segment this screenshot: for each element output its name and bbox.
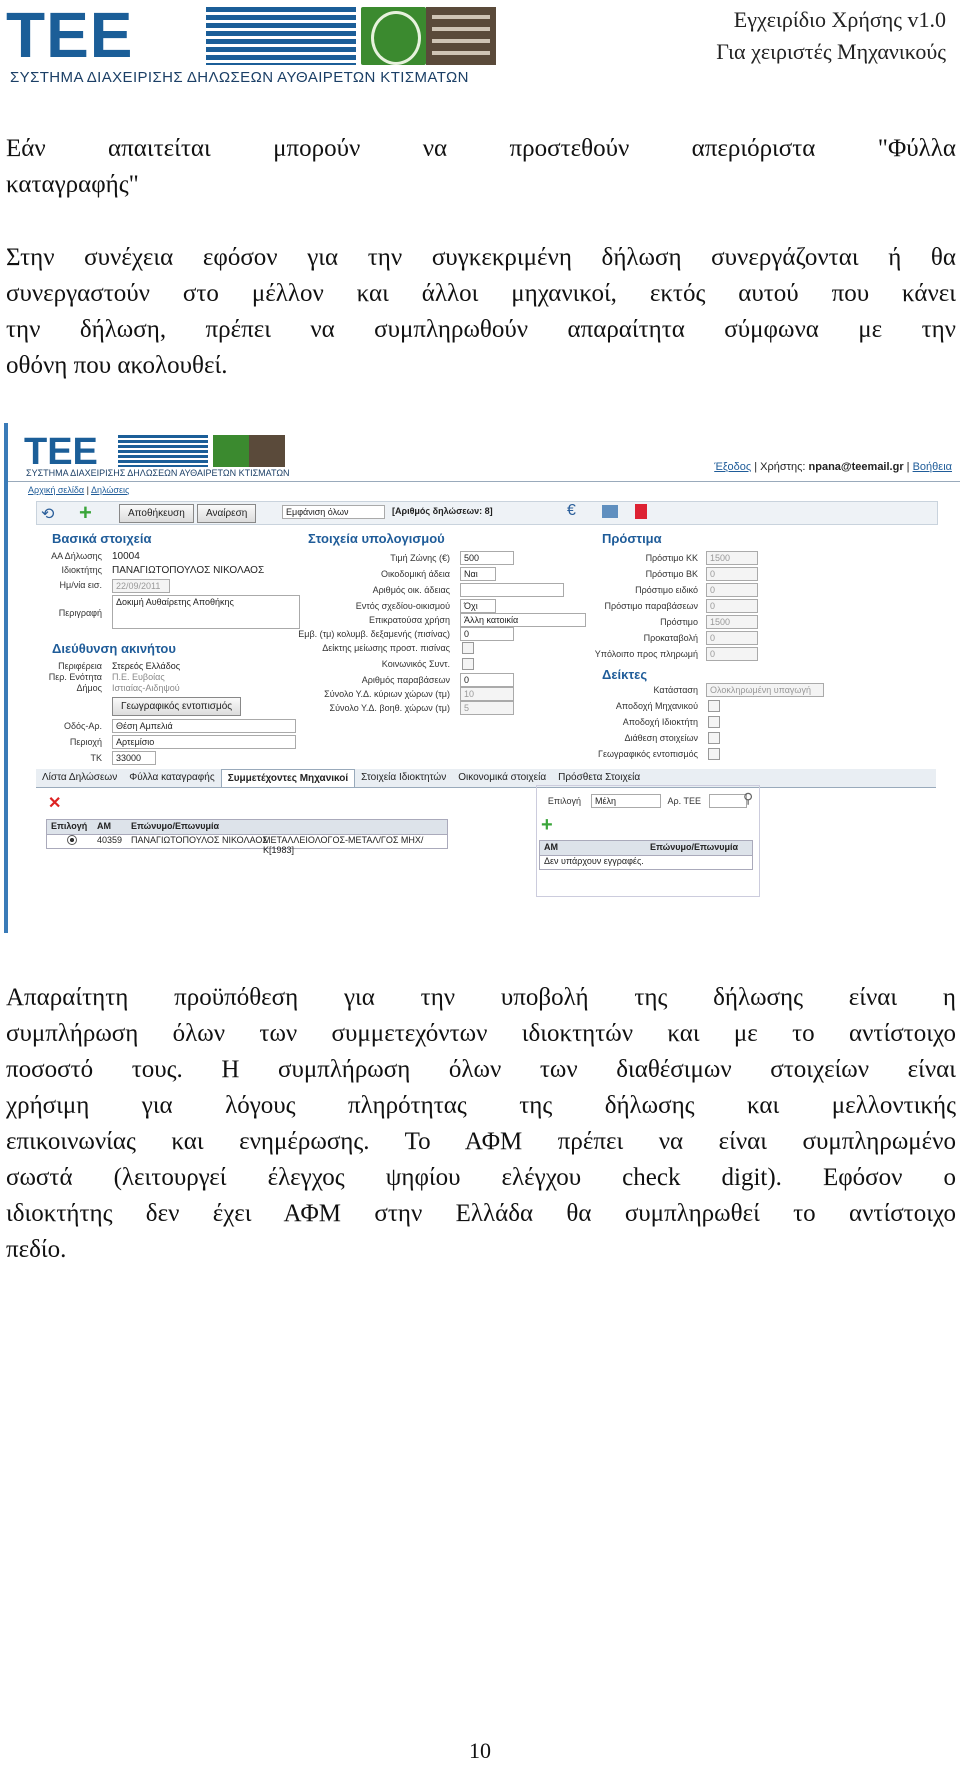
fine-special-field[interactable]: 0 [706,583,758,597]
engineer-picker-panel [536,785,760,897]
availability-label: Διάθεση στοιχείων [624,733,698,743]
fine-violations-field[interactable]: 0 [706,599,758,613]
tee-number-field[interactable] [709,794,747,808]
fine-violations-label: Πρόστιμο παραβάσεων [604,601,698,611]
permit-select[interactable]: Ναι [460,567,496,581]
text-line: ιδιοκτήτης δεν έχει ΑΦΜ στην Ελλάδα θα συμπληρωθεί το αντίστοιχο [6,1200,956,1227]
text-line: καταγραφής" [6,171,139,198]
tee-logo [6,0,496,89]
text-line: την δήλωση, πρέπει να συμπληρωθούν απαραίτητα σύμφωνα με την [6,316,956,343]
tee-number-label: Αρ. ΤΕΕ [667,796,701,806]
street-field[interactable]: Θέση Αμπελιά [112,719,296,733]
pool-index-label: Δείκτης μείωσης προστ. πισίνας [322,643,450,653]
doc-subtitle: Για χειριστές Μηχανικούς [716,39,946,64]
euro-icon[interactable]: € [567,502,576,519]
text-line: συνεργαστούν στο μέλλον και άλλοι μηχανικοί, εκτός αυτού που κάνει [6,280,956,307]
doc-header [716,4,946,68]
row-specialty: ΜΕΤΑΛΛΕΙΟΛΟΓΟΣ-ΜΕΤΑΛ/ΓΟΣ ΜΗΧ/Κ[1983] [263,835,424,855]
folder-icon[interactable] [602,505,618,518]
area-label: Περιοχή [69,737,102,747]
picker-empty-row [539,855,753,870]
app-logo-caption: ΣΥΣΤΗΜΑ ΔΙΑΧΕΙΡΙΣΗΣ ΔΗΛΩΣΕΩΝ ΑΥΘΑΙΡΕΤΩΝ ΚΤΙΣΜΑΤΩΝ [26,468,290,478]
remaining-field[interactable]: 0 [706,647,758,661]
accept-engineer-checkbox[interactable] [708,700,720,712]
paragraph-1 [6,131,956,203]
add-icon[interactable]: + [79,500,92,525]
text-line: Εάν απαιτείται μπορούν να προστεθούν απεριόριστα "Φύλλα [6,135,956,162]
aux-area-label: Σύνολο Υ.Δ. βοηθ. χώρων (τμ) [329,703,450,713]
app-logo-letters: TEE [24,431,98,473]
pool-label: Εμβ. (τμ) κολυμβ. δεξαμενής (πισίνας) [298,629,450,639]
col-am: ΑΜ [97,821,111,831]
row-name: ΠΑΝΑΓΙΩΤΟΠΟΥΛΟΣ ΝΙΚΟΛΑΟΣ [131,835,268,845]
user-bar: Έξοδος | Χρήστης: npana@teemail.gr | Βοήθεια [714,461,952,473]
status-label: Κατάσταση [653,685,698,695]
advance-field[interactable]: 0 [706,631,758,645]
app-seal-text [249,435,285,467]
tab-bar [36,769,936,788]
use-label: Επικρατούσα χρήση [368,615,450,625]
delete-icon[interactable]: ✕ [48,795,62,812]
address-title: Διεύθυνση ακινήτου [52,641,176,656]
app-logo-stripes [118,435,208,467]
use-select[interactable]: Άλλη κατοικία [460,613,586,627]
zone-field[interactable]: 500 [460,551,514,565]
tab-extra[interactable]: Πρόσθετα Στοιχεία [558,772,641,783]
text-line: χρήσιμη για λόγους πληρότητας της δήλωσης και μελλοντικής [6,1092,956,1119]
accept-owner-checkbox[interactable] [708,716,720,728]
permit-label: Οικοδομική άδεια [380,569,450,579]
refresh-icon[interactable]: ⟲ [41,506,55,523]
user-label: Χρήστης: [760,461,806,473]
zip-field[interactable]: 33000 [112,751,156,765]
table-row[interactable] [46,834,448,855]
toolbar [36,501,938,525]
aa-value: 10004 [112,551,140,562]
pdf-icon[interactable] [635,504,647,519]
ministry-seal-text [426,7,496,65]
picker-select[interactable]: Μέλη [591,794,661,808]
undo-button[interactable]: Αναίρεση [197,504,256,523]
picker-select-label: Επιλογή [547,796,581,806]
area-field[interactable]: Αρτεμίσιο [112,735,296,749]
violations-field[interactable]: 0 [460,673,514,687]
municipality-value: Ιστιαίας-Αιδηψού [112,683,180,693]
social-label: Κοινωνικός Συντ. [381,659,450,669]
date-label: Ημ/νία εισ. [59,580,102,590]
tab-engineers[interactable]: Συμμετέχοντες Μηχανικοί [221,769,355,787]
text-line: επικοινωνίας και ενημέρωσης. Το ΑΦΜ πρέπει να είναι συμπληρωμένο [6,1128,956,1155]
text-line: Στην συνέχεια εφόσον για την συγκεκριμένη δήλωση συνεργάζονται ή θα [6,244,956,271]
accept-engineer-label: Αποδοχή Μηχανικού [615,701,698,711]
description-field[interactable]: Δοκιμή Αυθαίρετης Αποθήκης [112,595,300,629]
tee-logo-letters: TEE [6,0,134,71]
owner-value: ΠΑΝΑΓΙΩΤΟΠΟΥΛΟΣ ΝΙΚΟΛΑΟΣ [112,565,265,576]
description-label: Περιγραφή [58,608,102,618]
calc-title: Στοιχεία υπολογισμού [308,531,445,546]
unit-value: Π.Ε. Ευβοίας [112,672,165,682]
tab-record-sheets[interactable]: Φύλλα καταγραφής [129,772,215,783]
picker-empty-text: Δεν υπάρχουν εγγραφές. [544,856,644,866]
paragraph-3 [6,980,956,1268]
municipality-label: Δήμος [76,683,102,693]
row-am: 40359 [97,835,123,845]
zone-label: Τιμή Ζώνης (€) [390,553,450,563]
fine-kk-field[interactable]: 1500 [706,551,758,565]
pool-field[interactable]: 0 [460,627,514,641]
indicators-title: Δείκτες [602,667,648,682]
region-value: Στερεός Ελλάδος [112,661,181,671]
basic-info-title: Βασικά στοιχεία [52,531,152,546]
add-engineer-icon[interactable]: + [541,814,553,836]
pool-index-checkbox[interactable] [462,642,474,654]
fine-kk-label: Πρόστιμο ΚΚ [645,553,698,563]
fine-bk-field[interactable]: 0 [706,567,758,581]
unit-label: Περ. Ενότητα [48,672,102,682]
picker-table-header [539,840,753,856]
region-label: Περιφέρεια [58,661,102,671]
logo-stripes [206,7,356,65]
page-number: 10 [469,1738,491,1763]
save-button[interactable]: Αποθήκευση [119,504,194,523]
zip-label: ΤΚ [90,753,102,763]
search-icon[interactable]: ⚲ [743,790,754,806]
aa-label: ΑΑ Δήλωσης [51,551,102,561]
breadcrumb-current[interactable]: Δηλώσεις [91,485,130,495]
geo-locate-button[interactable]: Γεωγραφικός εντοπισμός [112,697,241,716]
text-line: πεδίο. [6,1236,67,1263]
geo-indicator-checkbox[interactable] [708,748,720,760]
row-radio[interactable] [67,835,77,845]
remaining-label: Υπόλοιπο προς πληρωμή [594,649,698,659]
doc-title: Εγχειρίδιο Χρήσης v1.0 [733,7,946,32]
text-line: σωστά (λειτουργεί έλεγχος ψηφίου ελέγχου check digit). Εφόσον ο [6,1164,956,1191]
accept-owner-label: Αποδοχή Ιδιοκτήτη [622,717,698,727]
app-screenshot [4,423,960,933]
advance-label: Προκαταβολή [643,633,698,643]
plan-label: Εντός σχεδίου-οικισμού [355,601,450,611]
owner-label: Ιδιοκτήτης [61,565,102,575]
fine-bk-label: Πρόστιμο ΒΚ [645,569,698,579]
col-name: Επώνυμο/Επωνυμία [131,821,220,831]
fines-title: Πρόστιμα [602,531,662,546]
availability-checkbox[interactable] [708,732,720,744]
breadcrumb: Αρχική σελίδα | Δηλώσεις [8,481,960,498]
logo-caption: ΣΥΣΤΗΜΑ ΔΙΑΧΕΙΡΙΣΗΣ ΔΗΛΩΣΕΩΝ ΑΥΘΑΙΡΕΤΩΝ ΚΤΙΣΜΑΤΩΝ [10,69,469,86]
picker-col-am: ΑΜ [544,842,558,852]
plan-select[interactable]: Όχι [460,599,496,613]
fine-total-field[interactable]: 1500 [706,615,758,629]
text-line: συμπλήρωση όλων των συμμετεχόντων ιδιοκτητών και με το αντίστοιχο [6,1020,956,1047]
text-line: οθόνη που ακολουθεί. [6,352,228,379]
exit-link[interactable]: Έξοδος [714,461,752,473]
user-email: npana@teemail.gr [808,461,904,473]
aux-area-field[interactable]: 5 [460,701,514,715]
violations-label: Αριθμός παραβάσεων [361,675,450,685]
tab-financial[interactable]: Οικονομικά στοιχεία [458,772,547,783]
tab-owners[interactable]: Στοιχεία Ιδιοκτητών [361,772,447,783]
picker-col-name: Επώνυμο/Επωνυμία [650,842,739,852]
tab-declarations[interactable]: Λίστα Δηλώσεων [42,772,118,783]
permit-no-label: Αριθμός οικ. άδειας [372,585,450,595]
fine-total-label: Πρόστιμο [660,617,698,627]
text-line: Απαραίτητη προϋπόθεση για την υποβολή της δήλωσης είναι η [6,984,956,1011]
view-select[interactable]: Εμφάνιση όλων [282,505,385,519]
status-select[interactable]: Ολοκληρωμένη υπαγωγή [706,683,824,697]
text-line: ποσοστό τους. Η συμπλήρωση όλων των διαθέσιμων στοιχείων είναι [6,1056,956,1083]
app-seal-icon [213,435,249,467]
street-label: Οδός-Αρ. [64,721,102,731]
main-area-field[interactable]: 10 [460,687,514,701]
ministry-seal-icon [361,7,426,65]
social-checkbox[interactable] [462,658,474,670]
breadcrumb-home[interactable]: Αρχική σελίδα [28,485,85,495]
date-field[interactable]: 22/09/2011 [112,579,170,593]
engineers-table-header [46,819,448,835]
declaration-count: [Αριθμός δηλώσεων: 8] [392,506,493,516]
main-area-label: Σύνολο Υ.Δ. κύριων χώρων (τμ) [324,689,450,699]
permit-no-field[interactable] [460,583,564,597]
help-link[interactable]: Βοήθεια [912,461,952,473]
col-select: Επιλογή [51,821,88,831]
fine-special-label: Πρόστιμο ειδικό [635,585,698,595]
paragraph-2 [6,240,956,384]
geo-indicator-label: Γεωγραφικός εντοπισμός [598,749,698,759]
